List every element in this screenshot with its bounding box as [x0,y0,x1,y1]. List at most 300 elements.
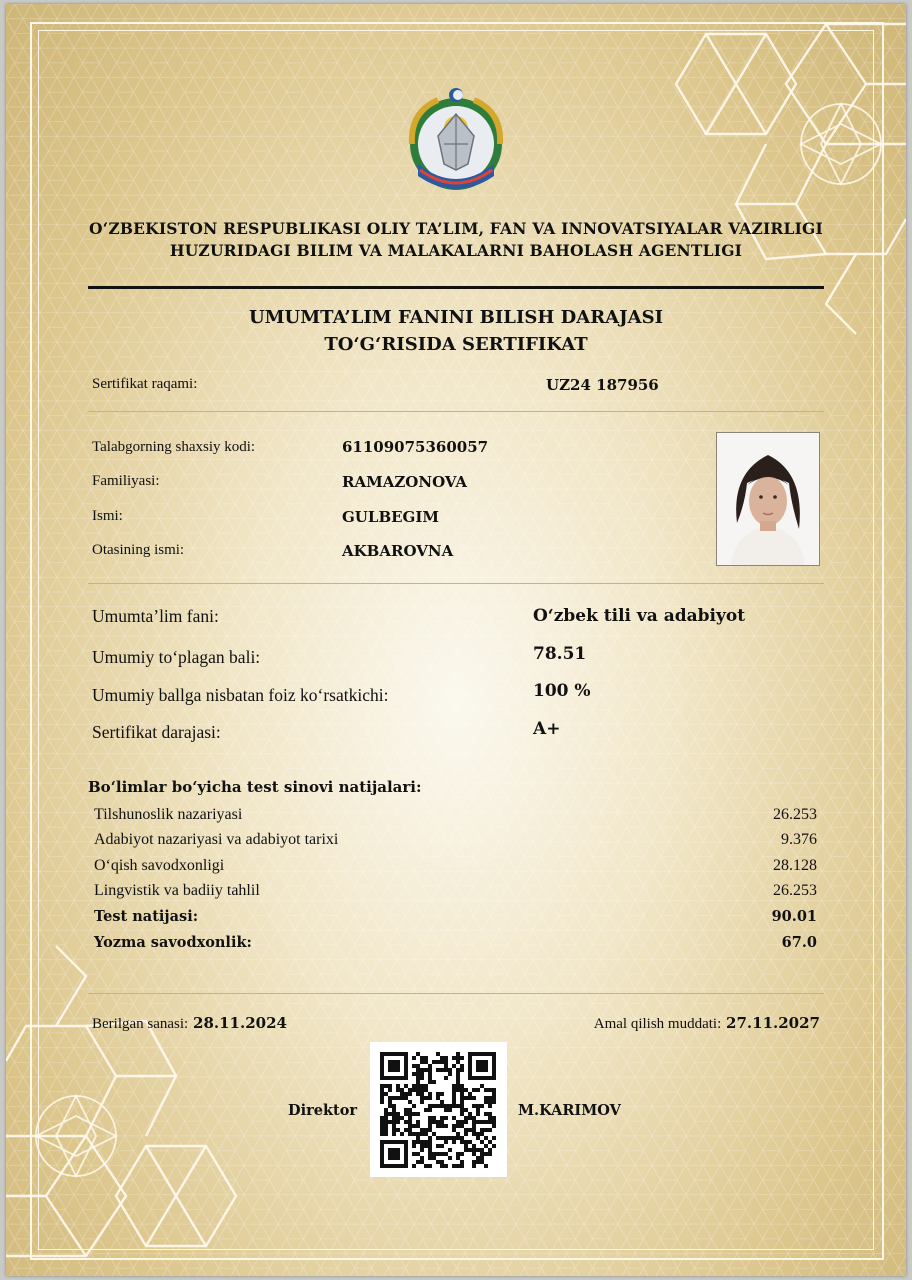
qr-module [460,1124,464,1128]
qr-module [484,1096,488,1100]
qr-module [392,1140,396,1144]
qr-module [404,1144,408,1148]
qr-module [380,1160,384,1164]
qr-module [380,1060,384,1064]
qr-module [452,1096,456,1100]
qr-module [468,1072,472,1076]
qr-module [420,1140,424,1144]
section-name: O‘qish savodxonligi [94,857,225,874]
divider [88,993,824,994]
qr-module [456,1088,460,1092]
qr-module [468,1056,472,1060]
qr-module [424,1056,428,1060]
qr-module [448,1108,452,1112]
qr-module [476,1156,480,1160]
qr-module [472,1144,476,1148]
qr-module [416,1080,420,1084]
qr-module [412,1064,416,1068]
qr-module [440,1136,444,1140]
qr-module [468,1064,472,1068]
qr-module [380,1096,384,1100]
qr-module [388,1104,392,1108]
qr-module [468,1092,472,1096]
qr-module [392,1164,396,1168]
qr-module [480,1104,484,1108]
qr-module [392,1108,396,1112]
qr-module [416,1136,420,1140]
qr-module [428,1116,432,1120]
qr-module [488,1088,492,1092]
qr-module [380,1124,384,1128]
qr-module [380,1068,384,1072]
qr-module [476,1052,480,1056]
qr-module [420,1056,424,1060]
qr-module [396,1076,400,1080]
qr-module [404,1096,408,1100]
qr-module [480,1152,484,1156]
qr-module [424,1144,428,1148]
qr-module [424,1068,428,1072]
qr-module [440,1124,444,1128]
qr-module [456,1052,460,1056]
test-total-label: Test natijasi: [94,908,199,925]
test-total-value: 90.01 [771,908,817,925]
qr-module [428,1120,432,1124]
qr-module [388,1148,392,1152]
qr-module [472,1128,476,1132]
qr-module [380,1132,384,1136]
qr-module [492,1060,496,1064]
qr-module [452,1164,456,1168]
qr-module [420,1156,424,1160]
certificate-title-line-2: TO‘G‘RISIDA SERTIFIKAT [324,334,588,355]
qr-module [388,1120,392,1124]
qr-module [396,1064,400,1068]
qr-module [472,1096,476,1100]
qr-module [432,1120,436,1124]
qr-module [452,1140,456,1144]
qr-module [484,1136,488,1140]
qr-module [396,1068,400,1072]
qr-module [392,1068,396,1072]
qr-module [464,1120,468,1124]
qr-module [400,1052,404,1056]
qr-module [456,1056,460,1060]
qr-module [476,1148,480,1152]
qr-module [408,1116,412,1120]
qr-module [432,1104,436,1108]
qr-module [380,1144,384,1148]
name-label: Ismi: [92,508,123,524]
valid-until [594,1014,820,1033]
qr-module [384,1116,388,1120]
qr-module [400,1092,404,1096]
qr-module [436,1124,440,1128]
qr-module [384,1140,388,1144]
qr-module [436,1092,440,1096]
qr-module [384,1076,388,1080]
qr-module [476,1068,480,1072]
qr-module [416,1088,420,1092]
qr-module [428,1104,432,1108]
qr-module [404,1092,408,1096]
qr-module [472,1052,476,1056]
qr-module [448,1148,452,1152]
qr-module [460,1068,464,1072]
qr-module [452,1092,456,1096]
qr-module [408,1088,412,1092]
qr-module [492,1088,496,1092]
qr-module [456,1076,460,1080]
qr-module [428,1096,432,1100]
qr-module [456,1068,460,1072]
qr-module [488,1076,492,1080]
qr-module [444,1116,448,1120]
qr-module [404,1108,408,1112]
qr-module [428,1156,432,1160]
qr-module [412,1072,416,1076]
qr-module [456,1084,460,1088]
qr-module [384,1112,388,1116]
qr-module [468,1068,472,1072]
qr-module [484,1060,488,1064]
qr-module [384,1084,388,1088]
qr-module [448,1136,452,1140]
qr-module [488,1120,492,1124]
qr-module [456,1136,460,1140]
qr-module [396,1116,400,1120]
qr-module [412,1056,416,1060]
qr-module [424,1132,428,1136]
qr-module [392,1128,396,1132]
issued-date [92,1014,287,1033]
section-score: 26.253 [773,882,817,899]
qr-module [416,1124,420,1128]
section-score: 28.128 [773,857,817,874]
divider [88,583,824,584]
qr-module [392,1104,396,1108]
qr-module [400,1096,404,1100]
qr-module [420,1160,424,1164]
qr-module [484,1052,488,1056]
state-emblem-icon [398,84,514,196]
qr-module [480,1084,484,1088]
qr-module [460,1108,464,1112]
qr-module [448,1104,452,1108]
qr-module [404,1056,408,1060]
qr-module [480,1140,484,1144]
qr-module [404,1076,408,1080]
qr-module [480,1148,484,1152]
name-value: GULBEGIM [342,508,439,526]
qr-module [388,1052,392,1056]
surname-value: RAMAZONOVA [342,473,467,491]
qr-module [412,1152,416,1156]
qr-module [480,1128,484,1132]
qr-module [444,1056,448,1060]
qr-module [452,1136,456,1140]
qr-module [480,1068,484,1072]
qr-module [456,1152,460,1156]
qr-module [492,1136,496,1140]
qr-module [420,1084,424,1088]
qr-module [400,1076,404,1080]
qr-module [464,1116,468,1120]
qr-module [420,1132,424,1136]
qr-module [420,1076,424,1080]
qr-module [460,1064,464,1068]
qr-module [440,1116,444,1120]
qr-module [396,1128,400,1132]
qr-module [456,1072,460,1076]
surname-label: Familiyasi: [92,473,160,489]
sections-heading: Bo‘limlar bo‘yicha test sinovi natijalari: [88,778,422,796]
qr-module [420,1144,424,1148]
qr-module [492,1064,496,1068]
qr-module [424,1140,428,1144]
level-value: A+ [533,719,561,739]
qr-module [476,1104,480,1108]
qr-module [428,1140,432,1144]
qr-module [460,1120,464,1124]
percent-value: 100 % [533,681,591,701]
qr-module [392,1112,396,1116]
qr-module [444,1076,448,1080]
qr-module [380,1076,384,1080]
percent-label: Umumiy ballga nisbatan foiz ko‘rsatkichi: [92,685,389,705]
qr-module [380,1164,384,1168]
qr-module [460,1160,464,1164]
qr-module [472,1124,476,1128]
qr-module [412,1112,416,1116]
qr-module [476,1112,480,1116]
score-label: Umumiy to‘plagan bali: [92,647,261,667]
qr-module [460,1136,464,1140]
qr-module [416,1072,420,1076]
valid-value: 27.11.2027 [726,1014,820,1032]
qr-module [396,1096,400,1100]
qr-module [444,1068,448,1072]
qr-module [484,1076,488,1080]
qr-module [396,1164,400,1168]
qr-module [460,1112,464,1116]
qr-module [480,1076,484,1080]
qr-module [492,1124,496,1128]
qr-module [416,1112,420,1116]
qr-module [404,1148,408,1152]
qr-module [432,1152,436,1156]
qr-module [400,1088,404,1092]
qr-module [480,1120,484,1124]
qr-module [452,1104,456,1108]
qr-module [472,1116,476,1120]
qr-module [384,1120,388,1124]
qr-module [408,1124,412,1128]
qr-module [412,1124,416,1128]
qr-module [440,1120,444,1124]
qr-module [380,1088,384,1092]
qr-module [464,1108,468,1112]
qr-module [492,1052,496,1056]
qr-module [484,1164,488,1168]
qr-module [384,1132,388,1136]
qr-module [456,1080,460,1084]
qr-module [424,1096,428,1100]
qr-module [452,1088,456,1092]
qr-module [404,1068,408,1072]
header-divider [88,286,824,289]
qr-module [492,1144,496,1148]
qr-module [400,1140,404,1144]
qr-module [416,1160,420,1164]
qr-code [370,1042,507,1177]
qr-module [428,1080,432,1084]
qr-module [440,1164,444,1168]
level-label: Sertifikat darajasi: [92,722,221,742]
qr-module [400,1132,404,1136]
qr-module [476,1108,480,1112]
qr-module [404,1140,408,1144]
divider [88,411,824,412]
qr-module [428,1136,432,1140]
qr-module [460,1084,464,1088]
qr-module [388,1164,392,1168]
qr-module [448,1068,452,1072]
qr-module [384,1108,388,1112]
qr-module [440,1100,444,1104]
qr-module [436,1160,440,1164]
qr-module [440,1144,444,1148]
qr-module [408,1132,412,1136]
agency-header-line-1: O‘ZBEKISTON RESPUBLIKASI OLIY TA’LIM, FAN VA INNOVATSIYALAR VAZIRLIGI [89,219,823,238]
qr-module [408,1120,412,1124]
issued-label: Berilgan sanasi: [92,1016,189,1032]
qr-module [400,1164,404,1168]
qr-module [416,1152,420,1156]
qr-module [400,1116,404,1120]
qr-module [404,1072,408,1076]
qr-module [480,1156,484,1160]
qr-module [392,1132,396,1136]
qr-module [380,1152,384,1156]
qr-module [388,1060,392,1064]
qr-module [476,1160,480,1164]
qr-module [432,1132,436,1136]
qr-module [468,1052,472,1056]
qr-module [404,1156,408,1160]
qr-module [380,1128,384,1132]
qr-module [420,1092,424,1096]
qr-module [444,1140,448,1144]
qr-module [436,1104,440,1108]
qr-module [428,1128,432,1132]
qr-module [396,1120,400,1124]
subject-value: O‘zbek tili va adabiyot [533,606,746,626]
qr-module [384,1092,388,1096]
qr-module [440,1056,444,1060]
qr-module [420,1100,424,1104]
qr-module [416,1076,420,1080]
qr-module [440,1068,444,1072]
qr-module [424,1060,428,1064]
qr-module [428,1108,432,1112]
section-name: Adabiyot nazariyasi va adabiyot tarixi [94,831,339,848]
qr-module [380,1072,384,1076]
qr-module [468,1140,472,1144]
qr-module [392,1116,396,1120]
qr-module [384,1128,388,1132]
qr-module [424,1088,428,1092]
qr-module [412,1144,416,1148]
qr-module [452,1128,456,1132]
qr-module [492,1116,496,1120]
qr-module [484,1068,488,1072]
qr-module [420,1072,424,1076]
qr-module [408,1112,412,1116]
director-name: M.KARIMOV [518,1102,621,1119]
certificate-title-line-1: UMUMTA’LIM FANINI BILISH DARAJASI [248,307,664,328]
qr-module [388,1064,392,1068]
certificate-number-label: Sertifikat raqami: [92,376,198,392]
qr-module [460,1140,464,1144]
qr-module [388,1068,392,1072]
qr-module [420,1148,424,1152]
qr-module [440,1152,444,1156]
qr-module [488,1104,492,1108]
qr-module [412,1140,416,1144]
qr-module [392,1052,396,1056]
qr-module [416,1052,420,1056]
qr-module [444,1152,448,1156]
qr-module [404,1060,408,1064]
section-name: Lingvistik va badiiy tahlil [94,882,260,899]
qr-module [424,1164,428,1168]
qr-module [460,1104,464,1108]
qr-module [380,1084,384,1088]
qr-module [380,1116,384,1120]
qr-module [464,1132,468,1136]
qr-module [444,1060,448,1064]
qr-module [472,1160,476,1164]
qr-module [380,1052,384,1056]
qr-module [412,1164,416,1168]
qr-module [444,1108,448,1112]
qr-module [428,1076,432,1080]
certificate [6,4,906,1276]
qr-module [388,1100,392,1104]
qr-module [468,1096,472,1100]
qr-module [388,1112,392,1116]
qr-module [492,1100,496,1104]
qr-module [460,1056,464,1060]
qr-module [472,1152,476,1156]
section-name: Tilshunoslik nazariyasi [94,806,243,823]
qr-module [460,1100,464,1104]
qr-module [396,1088,400,1092]
qr-module [444,1124,448,1128]
qr-module [424,1108,428,1112]
qr-module [480,1160,484,1164]
qr-module [396,1148,400,1152]
certificate-number-value: UZ24 187956 [546,376,659,394]
qr-module [404,1120,408,1124]
qr-module [492,1072,496,1076]
qr-module [404,1164,408,1168]
qr-module [428,1144,432,1148]
qr-module [392,1124,396,1128]
qr-module [448,1072,452,1076]
qr-module [380,1140,384,1144]
